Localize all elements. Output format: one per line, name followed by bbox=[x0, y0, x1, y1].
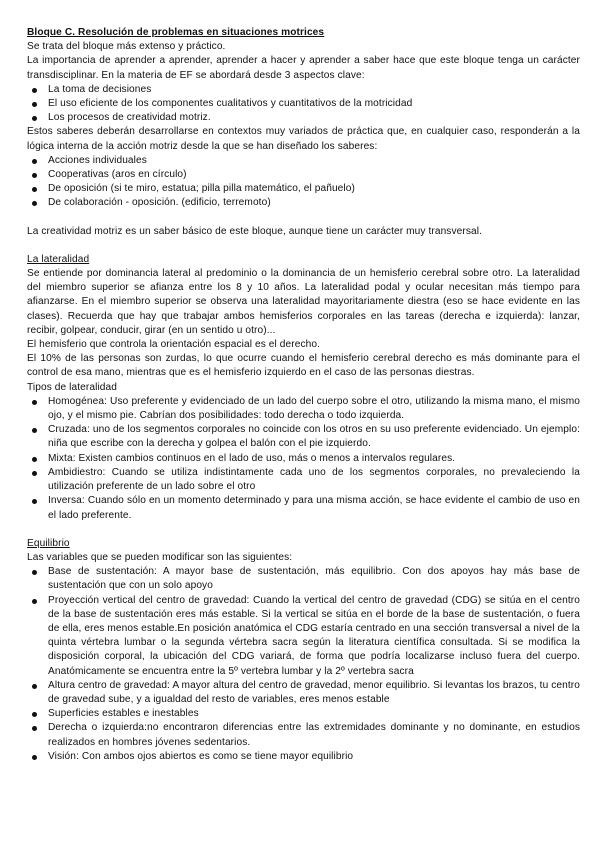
actions-list bbox=[27, 154, 580, 211]
laterality-paragraph-3: El 10% de las personas son zurdas, lo que ocurre cuando el hemisferio cerebral derecho es más dominante para el control de esa mano, mientras que es el hemisferio izquierdo en el caso de las personas diestras. bbox=[27, 353, 580, 379]
list-item: Visión: Con ambos ojos abiertos es como se tiene mayor equilibrio bbox=[27, 750, 580, 764]
list-item: Acciones individuales bbox=[27, 154, 580, 168]
list-item: De oposición (si te miro, estatua; pilla pilla matemático, el pañuelo) bbox=[27, 182, 580, 196]
list-item: Altura centro de gravedad: A mayor altura del centro de gravedad, menor equilibrio. Si levantas los brazos, tu centro de gravedad sube, y a igualdad del resto de variables, eres menos estable bbox=[27, 679, 580, 707]
importance-paragraph: La importancia de aprender a aprender, aprender a hacer y aprender a saber hace que este bloque tenga un carácter transdisciplinar. En la materia de EF se abordará desde 3 aspectos clave: bbox=[27, 55, 580, 81]
balance-heading: Equilibrio bbox=[27, 537, 70, 549]
list-item: Cooperativas (aros en círculo) bbox=[27, 168, 580, 182]
laterality-heading: La lateralidad bbox=[27, 253, 90, 265]
laterality-types-list bbox=[27, 395, 580, 523]
list-item: La toma de decisiones bbox=[27, 83, 580, 97]
list-item: Derecha o izquierda:no encontraron diferencias entre las extremidades dominante y no dominante, en estudios realizados en hombres jóvenes sedentarios. bbox=[27, 721, 580, 749]
list-item: Ambidiestro: Cuando se utiliza indistintamente cada uno de los segmentos corporales, no prevaleciendo la utilización preferente de un lado sobre el otro bbox=[27, 466, 580, 494]
list-item: Homogénea: Uso preferente y evidenciado de un lado del cuerpo sobre el otro, utilizando la misma mano, el mismo ojo, y el mismo pie. Cabrían dos posibilidades: todo derecha o todo izquierda. bbox=[27, 395, 580, 423]
laterality-paragraph-1: Se entiende por dominancia lateral al predominio o la dominancia de un hemisferio cerebral sobre otro. La lateralidad del miembro superior se afianza entre los 8 y 10 años. La lateralidad podal y ocular necesitan más tiempo para afianzarse. En el miembro superior se observa una lateralidad mayoritariamente diestra (eso se hace evidente en las clases). Recuerda que hay que trabajar ambos hemisferios corporales en las tareas (derecha e izquierda): lanzar, recibir, golpear, conducir, girar (en un sentido u otro)... bbox=[27, 268, 580, 336]
list-item: Base de sustentación: A mayor base de sustentación, más equilibrio. Con dos apoyos hay más base de sustentación que con un solo apoyo bbox=[27, 565, 580, 593]
contexts-paragraph: Estos saberes deberán desarrollarse en contextos muy variados de práctica que, en cualquier caso, responderán a la lógica interna de la acción motriz desde la que se han diseñado los saberes: bbox=[27, 126, 580, 152]
list-item: Superficies estables e inestables bbox=[27, 707, 580, 721]
section-title: Bloque C. Resolución de problemas en situaciones motrices bbox=[27, 27, 325, 38]
aspects-list bbox=[27, 83, 580, 126]
list-item: Los procesos de creatividad motriz. bbox=[27, 111, 580, 125]
section-intro: Se trata del bloque más extenso y práctico. bbox=[27, 41, 226, 53]
list-item: Mixta: Existen cambios continuos en el lado de uso, más o menos a intervalos regulares. bbox=[27, 452, 580, 466]
laterality-paragraph-2: El hemisferio que controla la orientación espacial es el derecho. bbox=[27, 339, 320, 351]
laterality-types-label: Tipos de lateralidad bbox=[27, 381, 117, 393]
list-item: Inversa: Cuando sólo en un momento determinado y para una misma acción, se hace evidente el cambio de uso en el lado preferente. bbox=[27, 494, 580, 522]
list-item: Cruzada: uno de los segmentos corporales no coincide con los otros en su uso preferente evidenciado. Un ejemplo: niña que escribe con la derecha y golpea el balón con el pie izquierdo. bbox=[27, 423, 580, 451]
document-body bbox=[27, 26, 580, 764]
balance-intro: Las variables que se pueden modificar son las siguientes: bbox=[27, 551, 293, 563]
list-item: El uso eficiente de los componentes cualitativos y cuantitativos de la motricidad bbox=[27, 97, 580, 111]
creativity-paragraph: La creatividad motriz es un saber básico de este bloque, aunque tiene un carácter muy transversal. bbox=[27, 225, 482, 237]
list-item: Proyección vertical del centro de gravedad: Cuando la vertical del centro de gravedad (CDG) se sitúa en el centro de la base de sustentación eres más estable. Si la vertical se sitúa en el borde de la base de sustentación, o fuera de ella, eres menos estable.En posición anatómica el CDG estaría centrado en una sección transversal a nivel de la quinta vértebra lumbar o la segunda vértebra sacra según la literatura científica consultada. Si se modifica la disposición corporal, la ubicación del CDG variará, de forma que podría localizarse incluso fuera del cuerpo. Anatómicamente se encuentra entre la 5º vertebra lumbar y la 2º vertebra sacra bbox=[27, 594, 580, 679]
balance-variables-list bbox=[27, 565, 580, 764]
list-item: De colaboración - oposición. (edificio, terremoto) bbox=[27, 196, 580, 210]
